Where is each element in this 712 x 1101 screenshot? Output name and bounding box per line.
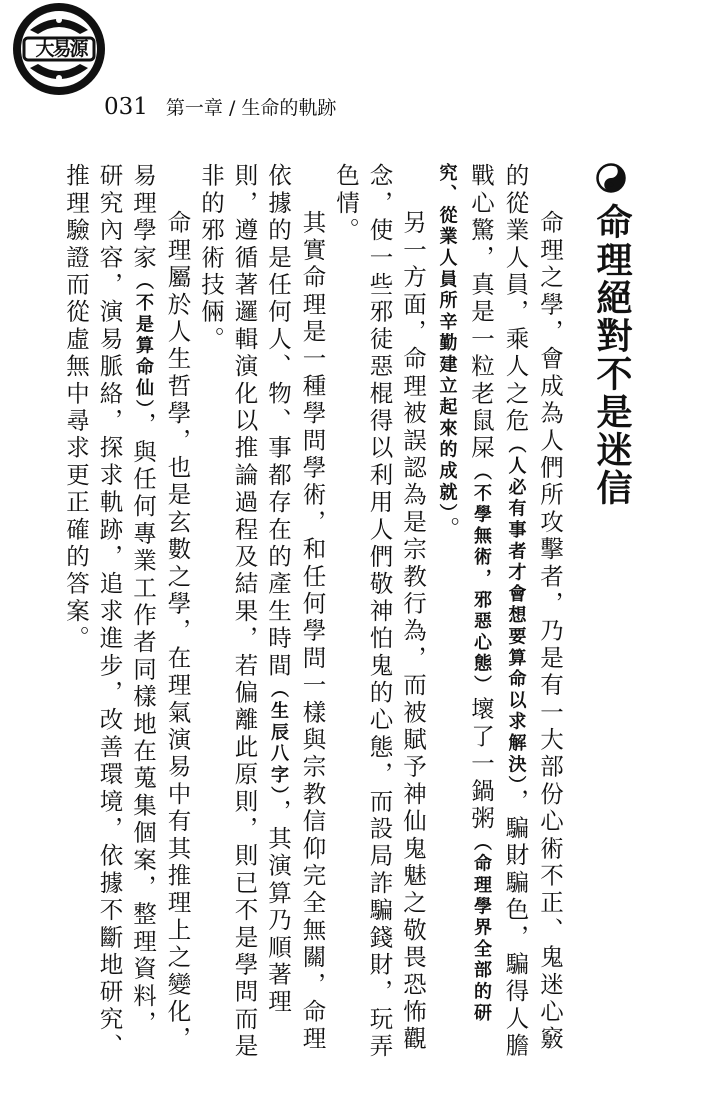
paragraph-text: ，騙財騙色，騙得人膽戰心驚，真是一粒老鼠屎 bbox=[467, 163, 530, 1061]
paragraph-text: 其實命理是一種學問學術，和任何學問一樣與宗教信仰完全無關，命理依據的是任何人、物、事都存在的產生時間 bbox=[264, 163, 327, 1054]
parenthetical-note: （人必有事者才會想要算命以求解決） bbox=[505, 435, 527, 789]
page-header bbox=[104, 93, 336, 123]
parenthetical-note: （不學無術，邪惡心態） bbox=[471, 462, 492, 697]
body-paragraph bbox=[59, 163, 194, 1063]
page-number: 031 bbox=[104, 94, 148, 120]
parenthetical-note: （命理學界全部的研究、從業人員所辛勤建立起來的成就） bbox=[436, 163, 492, 1025]
section-title-text: 命理絕對不是迷信 bbox=[591, 203, 632, 507]
paragraph-text: 命理屬於人生哲學，也是玄數之學，在理氣演易中有其推理上之變化，易理學家 bbox=[129, 163, 192, 1054]
body-paragraph bbox=[194, 163, 329, 1063]
parenthetical-note: （不是算命仙） bbox=[133, 271, 154, 412]
parenthetical-note: （生辰八字） bbox=[268, 679, 289, 799]
vertical-text-body bbox=[62, 163, 634, 1063]
chapter-title: 第一章 / 生命的軌跡 bbox=[165, 97, 337, 119]
paragraph-text: 。 bbox=[432, 516, 461, 544]
paragraph-text: 另一方面，命理被誤認為是宗教行為，而被賦予神仙鬼魅之敬畏恐怖觀念，使一些邪徒惡棍得以利用人們敬神怕鬼的心態，而設局詐騙錢財，玩弄色情。 bbox=[332, 163, 427, 1061]
paragraphs bbox=[59, 163, 567, 1063]
paragraph-text: ，與任何專業工作者同樣地在蒐集個案，整理資料，研究內容，演易脈絡，探求軌跡，追求進步，改善環境，依據不斷地研究、推理驗證而從虛無中尋求更正確的答案。 bbox=[62, 163, 157, 1061]
section-title bbox=[588, 163, 634, 1063]
body-paragraph bbox=[429, 163, 566, 1063]
paragraph-text: 壞了一鍋粥 bbox=[467, 696, 495, 833]
yin-yang-icon bbox=[596, 163, 626, 193]
paragraph-text: 命理之學，會成為人們所攻擊者，乃是有一大部份心術不正、鬼迷心竅的從業人員，乘人之危 bbox=[501, 163, 564, 1054]
paragraph-text: ，其演算乃順著理則，遵循著邏輯演化以推論過程及結果，若偏離此原則，則已不是學問而是非的邪術技倆。 bbox=[197, 163, 292, 1061]
logo-text: 大易源 bbox=[35, 38, 87, 60]
body-paragraph bbox=[329, 163, 430, 1063]
publisher-logo bbox=[10, 0, 108, 98]
